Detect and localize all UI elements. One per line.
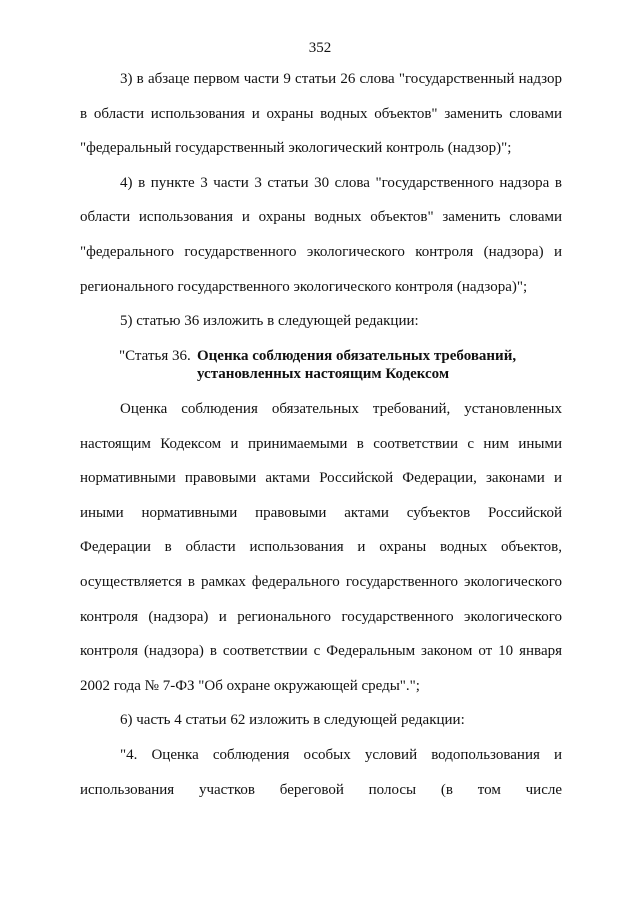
page-number: 352 [308,40,332,56]
article-heading-title: Оценка соблюдения обязательных требований, установленных настоящим Кодексом [197,348,517,382]
article-36-text: Оценка соблюдения обязательных требований, установленных настоящим Кодексом и принимаемыми в соответствии с ним иными нормативными правовыми актами Российской Федерации, законами и иными нормативными правовыми актами субъектов Российской Федерации в области использования и охраны водных объектов, осуществляется в рамках федерального государственного экологического контроля (надзора) и регионального государственного экологического контроля (надзора) в соответствии с Федеральным законом от 10 января 2002 года № 7-ФЗ "Об охране окружающей среды"."; [80,401,562,694]
article-heading-prefix: "Статья 36. [119,348,191,364]
paragraph-item-6: 6) часть 4 статьи 62 изложить в следующей редакции: [120,712,465,729]
paragraph-item-3: 3) в абзаце первом части 9 статьи 26 слова "государственный надзор в области использования и охраны водных объектов" заменить словами "федеральный государственный экологический контроль (надзор)"; [80,71,562,157]
article-body-section [80,392,562,807]
amendments-section [80,62,562,339]
paragraph-item-5: 5) статью 36 изложить в следующей редакции: [120,313,419,330]
paragraph-item-4: 4) в пункте 3 части 3 статьи 30 слова "государственного надзора в области использования и охраны водных объектов" заменить словами "федерального государственного экологического контроля (надзора) и регионального государственного экологического контроля (надзора)"; [80,174,562,295]
article-62-part-4-text: "4. Оценка соблюдения особых условий водопользования и использования участков береговой полосы (в том числе [80,746,562,798]
article-heading [119,347,579,383]
